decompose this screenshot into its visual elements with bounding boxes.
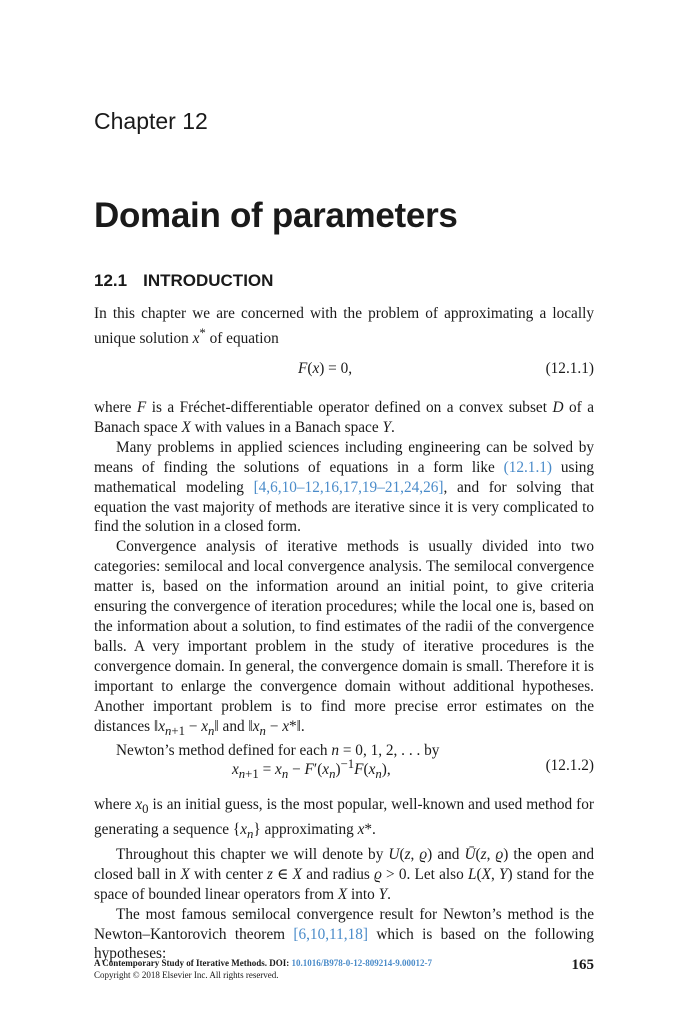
page-number: 165 xyxy=(571,957,594,973)
paragraph-5: Newton’s method defined for each n = 0, 1, 2, . . . by xyxy=(116,742,440,760)
book-title: A Contemporary Study of Iterative Methods. xyxy=(94,958,267,968)
equation-tag-12-1-2: (12.1.2) xyxy=(545,757,594,774)
section-heading xyxy=(94,271,273,291)
citation-link[interactable]: [4,6,10–12,16,17,19–21,24,26] xyxy=(253,478,444,496)
citation-link[interactable]: [6,10,11,18] xyxy=(293,925,368,943)
paragraph-4: Convergence analysis of iterative methods is usually divided into two categories: semilocal and local convergence analysis. The semilocal convergence matter is, based on the information around an initial point, to give criteria ensuring the convergence of iteration procedures; while the local one is, based on the information about a solution, to find estimates of the radii of the convergence balls. A very important problem in the study of iterative procedures is the convergence domain. In general, the convergence domain is small. Therefore it is important to enlarge the convergence domain without additional hypotheses. Another important problem is to find more precise error estimates on the distances $‖x_{n+1}$ − $x_n‖$ and $‖x_n$ − x*‖. xyxy=(94,538,594,738)
paragraph-7: Throughout this chapter we will denote by U(z, ϱ) and Ū(z, ϱ) the open and closed ball in X with center z ∈ X and radius ϱ > 0. Let also L(X, Y) stand for the space of bounded linear operators from X into Y. xyxy=(94,845,594,903)
page-footer: A Contemporary Study of Iterative Methods. DOI: 10.1016/B978-0-12-809214-9.00012-7 Copyright © 2018 Elsevier Inc. All rights reserved. 165 xyxy=(94,957,594,980)
doi-link[interactable]: 10.1016/B978-0-12-809214-9.00012-7 xyxy=(291,958,432,968)
section-number: 12.1 xyxy=(94,271,128,290)
equation-12-1-2: $x_{n+1} = x_n - F'(x_n)^{-1}F(x_n)$, (12.1.2) xyxy=(232,757,594,782)
paragraph-8: The most famous semilocal convergence result for Newton’s method is the Newton–Kantorovich theorem [6,10,11,18] which is based on the following hypotheses: xyxy=(94,905,594,963)
paragraph-body xyxy=(94,398,594,761)
chapter-label: Chapter 12 xyxy=(94,108,208,134)
paragraph-body-2 xyxy=(94,795,594,964)
copyright: Copyright © 2018 Elsevier Inc. All rights reserved. xyxy=(94,970,279,980)
section-title: INTRODUCTION xyxy=(143,271,274,290)
equation-ref-link[interactable]: (12.1.1) xyxy=(503,458,553,476)
equation-tag-12-1-1: (12.1.1) xyxy=(545,360,594,377)
paragraph-2: where F is a Fréchet-differentiable operator defined on a convex subset D of a Banach space X with values in a Banach space Y. xyxy=(94,399,594,436)
chapter-title: Domain of parameters xyxy=(94,196,458,235)
paragraph-3: Many problems in applied sciences including engineering can be solved by means of finding the solutions of equations in a form like (12.1.1) using mathematical modeling [4,6,10–12,16,17,19–21,24,26], and for solving that equation the vast majority of methods are iterative since it is very complicated to find the solution in a closed form. xyxy=(94,438,594,536)
paragraph-intro: In this chapter we are concerned with the problem of approximating a locally unique solution x* of equation xyxy=(94,305,594,347)
equation-12-1-1: F(x) = 0, (12.1.1) xyxy=(298,360,594,377)
paragraph-6: where $x_0$ is an initial guess, is the most popular, well-known and used method for generating a sequence $\{x_n\}$ approximating x*. xyxy=(94,796,594,841)
